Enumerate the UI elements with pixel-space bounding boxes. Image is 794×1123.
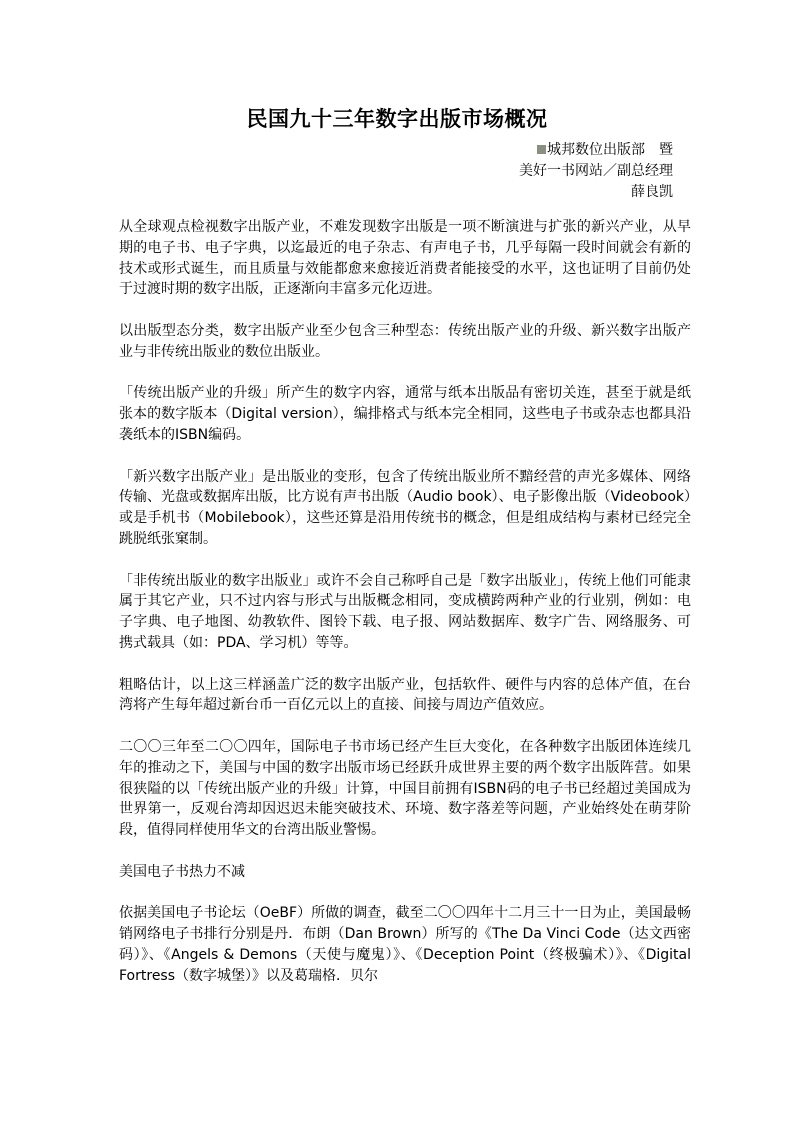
byline-position: 美好一书网站／副总经理 <box>519 163 673 179</box>
paragraph: 依据美国电子书论坛（OeBF）所做的调查，截至二〇〇四年十二月三十一日为止，美国最畅销网络电子书排行分别是丹．布朗（Dan Brown）所写的《The Da Vinci Code（达文西密码）》、《Angels & Demons（天使与魔鬼）》、《Deception Point（终极骗术）》、《Digital Fortress（数字城堡）》以及葛瑞格．贝尔 <box>119 905 691 984</box>
paragraph: 粗略估计，以上这三样涵盖广泛的数字出版产业，包括软件、硬件与内容的总体产值，在台湾将产生每年超过新台币一百亿元以上的直接、间接与周边产值效应。 <box>119 676 691 714</box>
paragraph: 以出版型态分类，数字出版产业至少包含三种型态：传统出版产业的升级、新兴数字出版产业与非传统出版业的数位出版业。 <box>119 322 691 360</box>
paragraph: 「新兴数字出版产业」是出版业的变形，包含了传统出版业所不黯经营的声光多媒体、网络传输、光盘或数据库出版，比方说有声书出版（Audio book）、电子影像出版（Videobook）或是手机书（Mobilebook），这些还算是沿用传统书的概念，但是组成结构与素材已经完全跳脱纸张窠制。 <box>119 468 691 547</box>
paragraph: 「传统出版产业的升级」所产生的数字内容，通常与纸本出版品有密切关连，甚至于就是纸张本的数字版本（Digital version），编排格式与纸本完全相同，这些电子书或杂志也都具沿袭纸本的ISBN编码。 <box>119 385 691 443</box>
paragraph: 二〇〇三年至二〇〇四年，国际电子书市场已经产生巨大变化，在各种数字出版团体连续几年的推动之下，美国与中国的数字出版市场已经跃升成世界主要的两个数字出版阵营。如果很狭隘的以「传统出版产业的升级」计算，中国目前拥有ISBN码的电子书已经超过美国成为世界第一，反观台湾却因迟迟未能突破技术、环境、数字落差等问题，产业始终处在萌芽阶段，值得同样使用华文的台湾出版业警惕。 <box>119 738 691 839</box>
author-byline <box>519 140 673 203</box>
section-heading: 美国电子书热力不减 <box>119 863 245 880</box>
document-title: 民国九十三年数字出版市场概况 <box>246 107 548 131</box>
paragraph: 「非传统出版业的数字出版业」或许不会自己称呼自己是「数字出版业」，传统上他们可能隶属于其它产业，只不过内容与形式与出版概念相同，变成横跨两种产业的行业别，例如：电子字典、电子地图、幼教软件、图铃下载、电子报、网站数据库、数字广告、网络服务、可携式载具（如：PDA、学习机）等等。 <box>119 572 691 651</box>
document-body <box>119 217 691 986</box>
byline-author-name: 薛良凯 <box>631 184 673 200</box>
byline-line-1 <box>519 140 673 161</box>
byline-department: 城邦数位出版部 暨 <box>547 142 673 158</box>
square-bullet-icon <box>537 145 546 154</box>
paragraph: 从全球观点检视数字出版产业，不难发现数字出版是一项不断演进与扩张的新兴产业，从早期的电子书、电子字典，以迄最近的电子杂志、有声电子书，几乎每隔一段时间就会有新的技术或形式诞生，而且质量与效能都愈来愈接近消费者能接受的水平，这也证明了目前仍处于过渡时期的数字出版，正逐渐向丰富多元化迈进。 <box>119 219 691 298</box>
